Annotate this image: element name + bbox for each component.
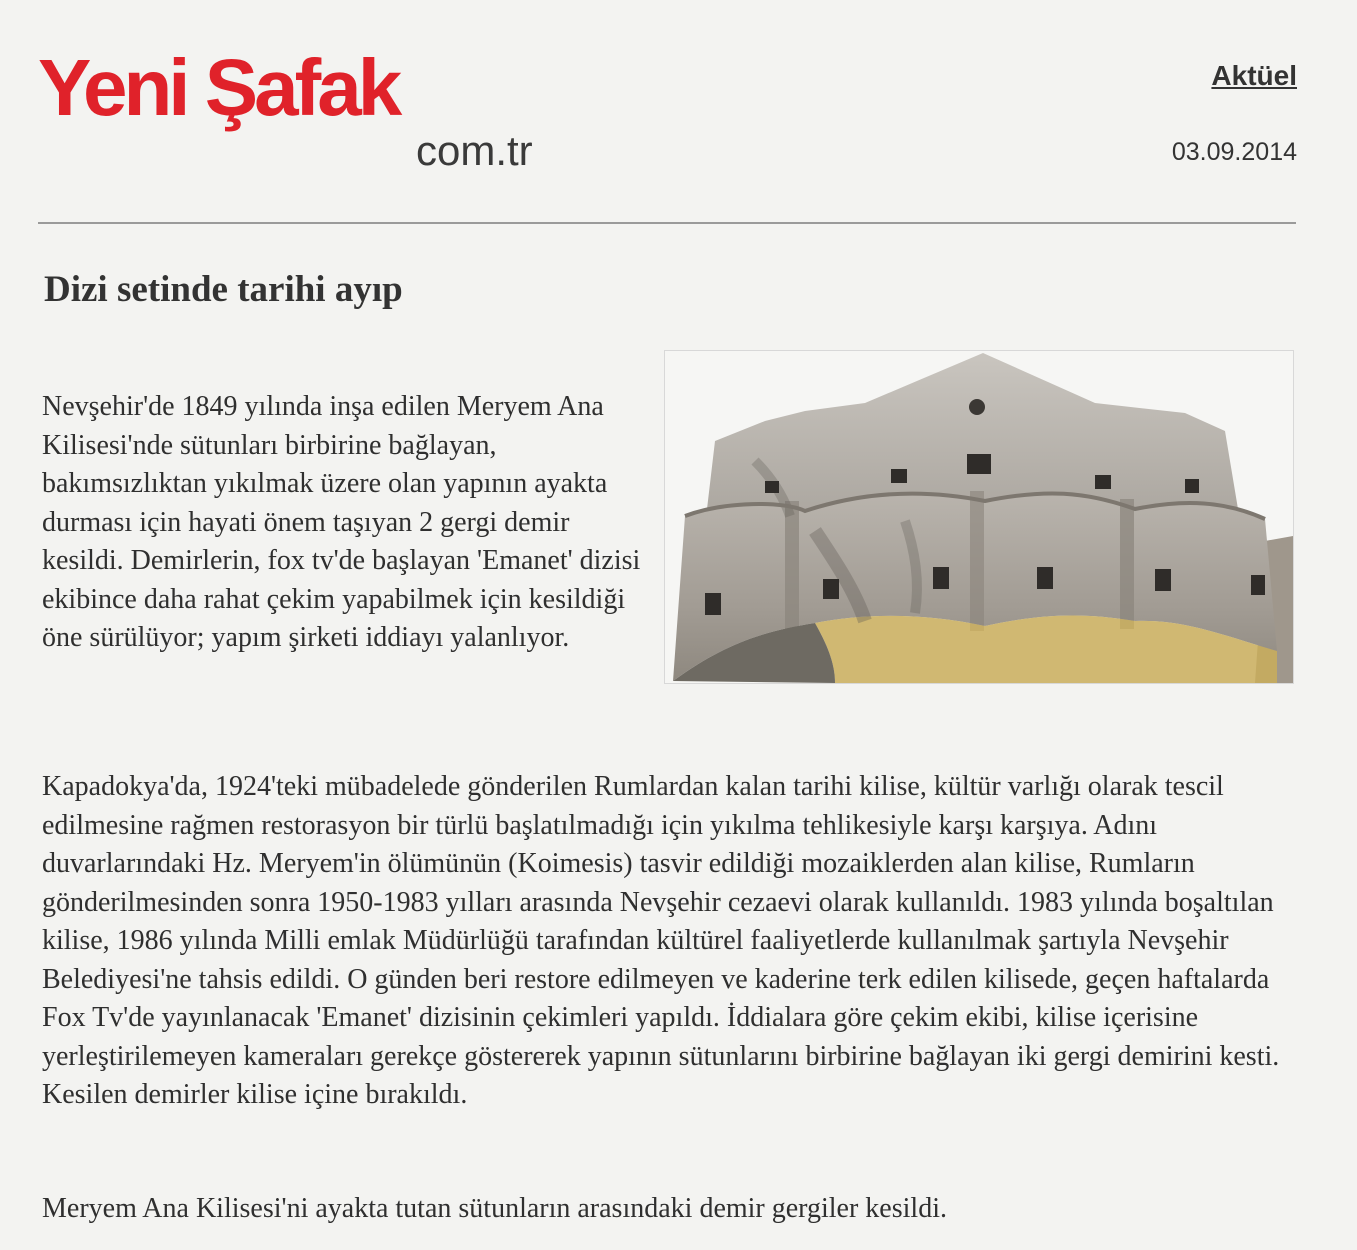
site-logo[interactable]	[38, 43, 578, 178]
logo-wordmark: Yeni Şafak	[38, 43, 399, 132]
publish-date: 03.09.2014	[1171, 138, 1297, 166]
logo-domain: com.tr	[416, 127, 533, 174]
article-caption: Meryem Ana Kilisesi'ni ayakta tutan sütunların arasındaki demir gergiler kesildi.	[42, 1193, 947, 1224]
article-title: Dizi setinde tarihi ayıp	[44, 269, 403, 310]
church-photo	[664, 350, 1294, 684]
article-body: Kapadokya'da, 1924'teki mübadelede gönderilen Rumlardan kalan tarihi kilise, kültür varlığı olarak tescil edilmesine rağmen restorasyon bir türlü başlatılmadığı için yıkılma tehlikesiyle karşı karşıya. Adını duvarlarındaki Hz. Meryem'in ölümünün (Koimesis) tasvir edildiği mozaiklerden alan kilise, Rumların gönderilmesinden sonra 1950-1983 yılları arasında Nevşehir cezaevi olarak kullanıldı. 1983 yılında boşaltılan kilise, 1986 yılında Milli emlak Müdürlüğü tarafından kültürel faaliyetlerde kullanılmak şartıyla Nevşehir Belediyesi'ne tahsis edildi. O günden beri restore edilmeyen ve kaderine terk edilen kilisede, geçen haftalarda Fox Tv'de yayınlanacak 'Emanet' dizisinin çekimleri yapıldı. İddialara göre çekim ekibi, kilise içerisine yerleştirilemeyen kameraları gerekçe göstererek yapının sütunlarını birbirine bağlayan iki gergi demirini kesti. Kesilen demirler kilise içine bırakıldı.	[42, 771, 1280, 1110]
section-link-aktuel[interactable]: Aktüel	[1211, 60, 1297, 91]
header-divider	[38, 222, 1296, 224]
article-lead: Nevşehir'de 1849 yılında inşa edilen Meryem Ana Kilisesi'nde sütunları birbirine bağlayan, bakımsızlıktan yıkılmak üzere olan yapının ayakta durması için hayati önem taşıyan 2 gergi demir kesildi. Demirlerin, fox tv'de başlayan 'Emanet' dizisi ekibince daha rahat çekim yapabilmek için kesildiği öne sürülüyor; yapım şirketi iddiayı yalanlıyor.	[42, 391, 641, 653]
